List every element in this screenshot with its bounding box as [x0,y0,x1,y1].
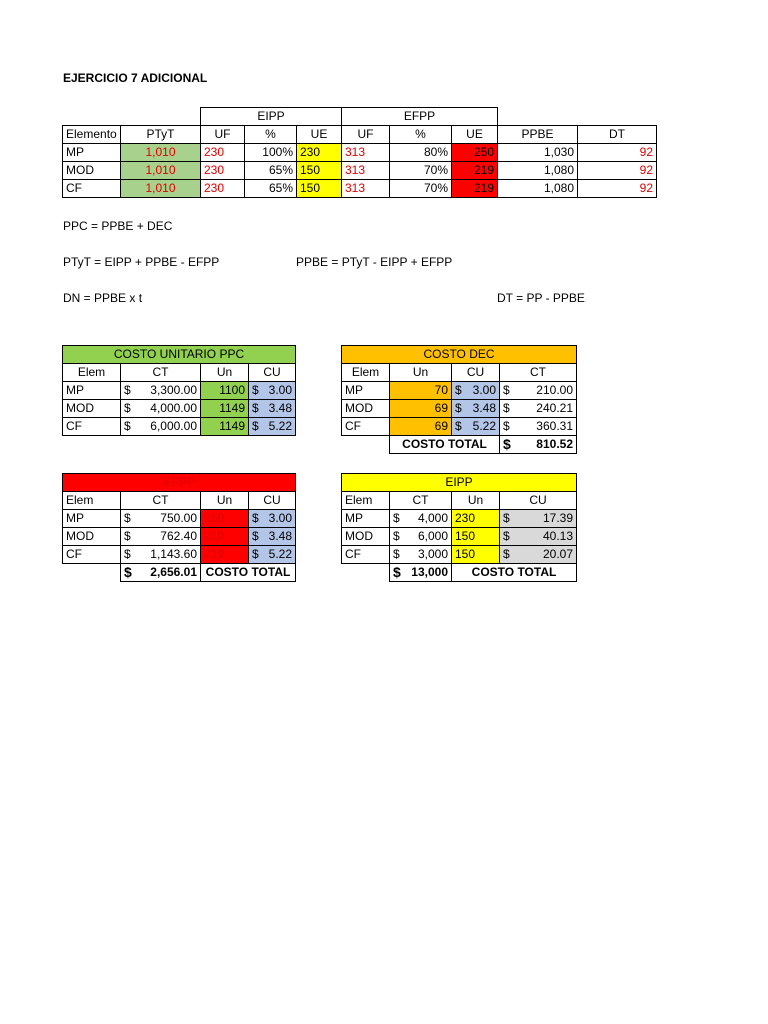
cell-value: 6,000 [417,529,448,543]
cell-value: 40.13 [542,529,573,543]
header-ct: CT [500,364,577,382]
cell-ct [121,400,201,418]
table-row [63,144,657,162]
table-row [63,162,657,180]
cell-eipp-uf: 230 [201,162,245,180]
currency-sign: $ [503,547,510,561]
cell-value: 3.48 [472,401,496,415]
currency-sign: $ [124,529,131,543]
cell-ppbe: 1,080 [498,162,578,180]
currency-sign: $ [503,401,510,415]
cell-efpp-pct: 70% [390,180,452,198]
cell-eipp-pct: 65% [245,180,297,198]
total-value-cell [390,564,452,582]
formula-ppbe: PPBE = PTyT - EIPP + EFPP [296,255,453,269]
table-title: COSTO DEC [342,346,577,364]
formula-ptyt: PTyT = EIPP + PPBE - EFPP [63,255,220,269]
cell-value: 3.48 [268,529,292,543]
cell-ct [390,546,452,564]
currency-sign: $ [393,511,400,525]
cell-un: 150 [452,546,500,564]
cell-elem: CF [63,418,121,436]
currency-sign: $ [503,529,510,543]
total-row [342,436,577,454]
cell-elemento: MP [63,144,121,162]
cell-ptyt: 1,010 [121,144,201,162]
cell-cu [452,400,500,418]
header-elem: Elem [63,492,121,510]
cell-value: 4,000.00 [150,401,197,415]
cell-cu [500,528,577,546]
cell-ct [121,418,201,436]
currency-sign: $ [503,419,510,433]
cell-value: 20.07 [542,547,573,561]
cell-value: 17.39 [542,511,573,525]
total-label: COSTO TOTAL [452,564,577,582]
cell-ct [500,400,577,418]
currency-sign: $ [252,419,259,433]
currency-sign: $ [455,419,462,433]
cell-value: 240.21 [536,401,573,415]
table-row [342,400,577,418]
total-value: 13,000 [411,565,448,579]
cell-value: 3.00 [268,383,292,397]
currency-sign: $ [252,547,259,561]
header-elemento: Elemento [63,126,121,144]
cell-value: 5.22 [472,419,496,433]
table-row [63,418,296,436]
total-row [63,564,296,582]
group-eipp-header: EIPP [201,108,342,126]
header-ct: CT [121,364,201,382]
currency-sign: $ [503,383,510,397]
cell-cu [249,546,296,564]
cell-elem: MOD [342,528,390,546]
currency-sign: $ [455,401,462,415]
currency-sign: $ [124,383,131,397]
cell-elem: MP [63,510,121,528]
formula-ppc: PPC = PPBE + DEC [63,219,173,233]
cell-eipp-ue: 150 [297,162,342,180]
costo-dec-table [341,345,577,454]
cell-elem: MP [342,510,390,528]
page-title: EJERCICIO 7 ADICIONAL [63,71,208,85]
cell-un: 250 [201,510,249,528]
header-elem: Elem [63,364,121,382]
table-title: EFPP [63,474,296,492]
cell-value: 3,300.00 [150,383,197,397]
currency-sign: $ [252,529,259,543]
table-row [63,510,296,528]
table-row [63,546,296,564]
group-efpp-header: EFPP [342,108,498,126]
cell-cu [249,400,296,418]
currency-sign: $ [252,383,259,397]
currency-sign: $ [503,511,510,525]
cell-elem: MP [342,382,390,400]
column-header-row [63,126,657,144]
cell-ct [121,528,201,546]
cell-elem: CF [63,546,121,564]
currency-sign: $ [503,436,511,452]
header-eipp-uf: UF [201,126,245,144]
cell-eipp-uf: 230 [201,180,245,198]
cell-cu [452,418,500,436]
cell-ppbe: 1,030 [498,144,578,162]
table-row [342,528,577,546]
cell-ct [500,382,577,400]
cell-dt: 92 [578,144,657,162]
column-header-row [63,492,296,510]
table-row [342,510,577,528]
cell-un: 69 [390,400,452,418]
cell-un: 1149 [201,418,249,436]
cell-value: 3.48 [268,401,292,415]
cell-efpp-uf: 313 [342,180,390,198]
cell-value: 210.00 [536,383,573,397]
cell-eipp-pct: 100% [245,144,297,162]
cell-value: 3.00 [472,383,496,397]
cell-un: 230 [452,510,500,528]
cell-dt: 92 [578,180,657,198]
cell-ct [390,510,452,528]
header-cu: CU [249,364,296,382]
cell-efpp-ue: 250 [452,144,498,162]
currency-sign: $ [455,383,462,397]
cell-value: 750.00 [160,511,197,525]
currency-sign: $ [124,419,131,433]
header-un: Un [452,492,500,510]
table-title: COSTO UNITARIO PPC [63,346,296,364]
header-un: Un [201,364,249,382]
cell-elem: CF [342,546,390,564]
currency-sign: $ [124,401,131,415]
currency-sign: $ [252,511,259,525]
cell-eipp-ue: 150 [297,180,342,198]
cell-efpp-ue: 219 [452,180,498,198]
cell-value: 6,000.00 [150,419,197,433]
cell-cu [500,510,577,528]
table-row [342,418,577,436]
header-elem: Elem [342,364,390,382]
cell-value: 3,000 [417,547,448,561]
cell-un: 219 [201,528,249,546]
group-header-row [63,108,657,126]
cell-cu [249,418,296,436]
cell-un: 150 [452,528,500,546]
currency-sign: $ [252,401,259,415]
cell-value: 5.22 [268,547,292,561]
header-un: Un [390,364,452,382]
table-row [63,382,296,400]
header-eipp-ue: UE [297,126,342,144]
header-dt: DT [578,126,657,144]
total-value-cell [121,564,201,582]
main-table [62,107,657,198]
total-label: COSTO TOTAL [390,436,500,454]
table-row [342,546,577,564]
currency-sign: $ [124,564,132,580]
total-value: 810.52 [536,437,573,451]
efpp-table [62,473,296,582]
cell-value: 3.00 [268,511,292,525]
formula-dn: DN = PPBE x t [63,291,143,305]
currency-sign: $ [124,547,131,561]
cell-eipp-ue: 230 [297,144,342,162]
cell-dt: 92 [578,162,657,180]
costo-unitario-ppc-table [62,345,296,436]
cell-cu [249,528,296,546]
header-elem: Elem [342,492,390,510]
cell-cu [500,546,577,564]
cell-ppbe: 1,080 [498,180,578,198]
cell-elem: MOD [63,528,121,546]
currency-sign: $ [393,529,400,543]
cell-un: 219 [201,546,249,564]
cell-un: 69 [390,418,452,436]
header-efpp-pct: % [390,126,452,144]
cell-value: 360.31 [536,419,573,433]
cell-elemento: CF [63,180,121,198]
column-header-row [342,492,577,510]
cell-efpp-pct: 70% [390,162,452,180]
currency-sign: $ [393,547,400,561]
cell-value: 762.40 [160,529,197,543]
table-title: EIPP [342,474,577,492]
cell-elem: MOD [63,400,121,418]
cell-efpp-uf: 313 [342,144,390,162]
cell-elem: MOD [342,400,390,418]
cell-cu [249,510,296,528]
header-cu: CU [452,364,500,382]
cell-efpp-ue: 219 [452,162,498,180]
cell-value: 1,143.60 [150,547,197,561]
cell-cu [452,382,500,400]
formula-dt: DT = PP - PPBE [497,291,585,305]
cell-eipp-pct: 65% [245,162,297,180]
table-row [63,528,296,546]
cell-ptyt: 1,010 [121,180,201,198]
eipp-table [341,473,577,582]
header-ptyt: PTyT [121,126,201,144]
cell-value: 4,000 [417,511,448,525]
total-label: COSTO TOTAL [201,564,296,582]
cell-cu [249,382,296,400]
total-value-cell [500,436,577,454]
cell-value: 5.22 [268,419,292,433]
cell-ptyt: 1,010 [121,162,201,180]
total-row [342,564,577,582]
header-efpp-ue: UE [452,126,498,144]
cell-ct [500,418,577,436]
header-un: Un [201,492,249,510]
cell-efpp-uf: 313 [342,162,390,180]
header-efpp-uf: UF [342,126,390,144]
table-row [63,400,296,418]
cell-efpp-pct: 80% [390,144,452,162]
cell-un: 70 [390,382,452,400]
cell-ct [390,528,452,546]
cell-ct [121,546,201,564]
table-row [63,180,657,198]
header-ct: CT [390,492,452,510]
cell-un: 1100 [201,382,249,400]
header-ct: CT [121,492,201,510]
cell-elem: MP [63,382,121,400]
total-value: 2,656.01 [150,565,197,579]
cell-elem: CF [342,418,390,436]
column-header-row [63,364,296,382]
currency-sign: $ [393,564,401,580]
cell-ct [121,382,201,400]
column-header-row [342,364,577,382]
header-cu: CU [500,492,577,510]
cell-ct [121,510,201,528]
cell-un: 1149 [201,400,249,418]
header-cu: CU [249,492,296,510]
header-eipp-pct: % [245,126,297,144]
cell-elemento: MOD [63,162,121,180]
table-row [342,382,577,400]
header-ppbe: PPBE [498,126,578,144]
currency-sign: $ [124,511,131,525]
cell-eipp-uf: 230 [201,144,245,162]
